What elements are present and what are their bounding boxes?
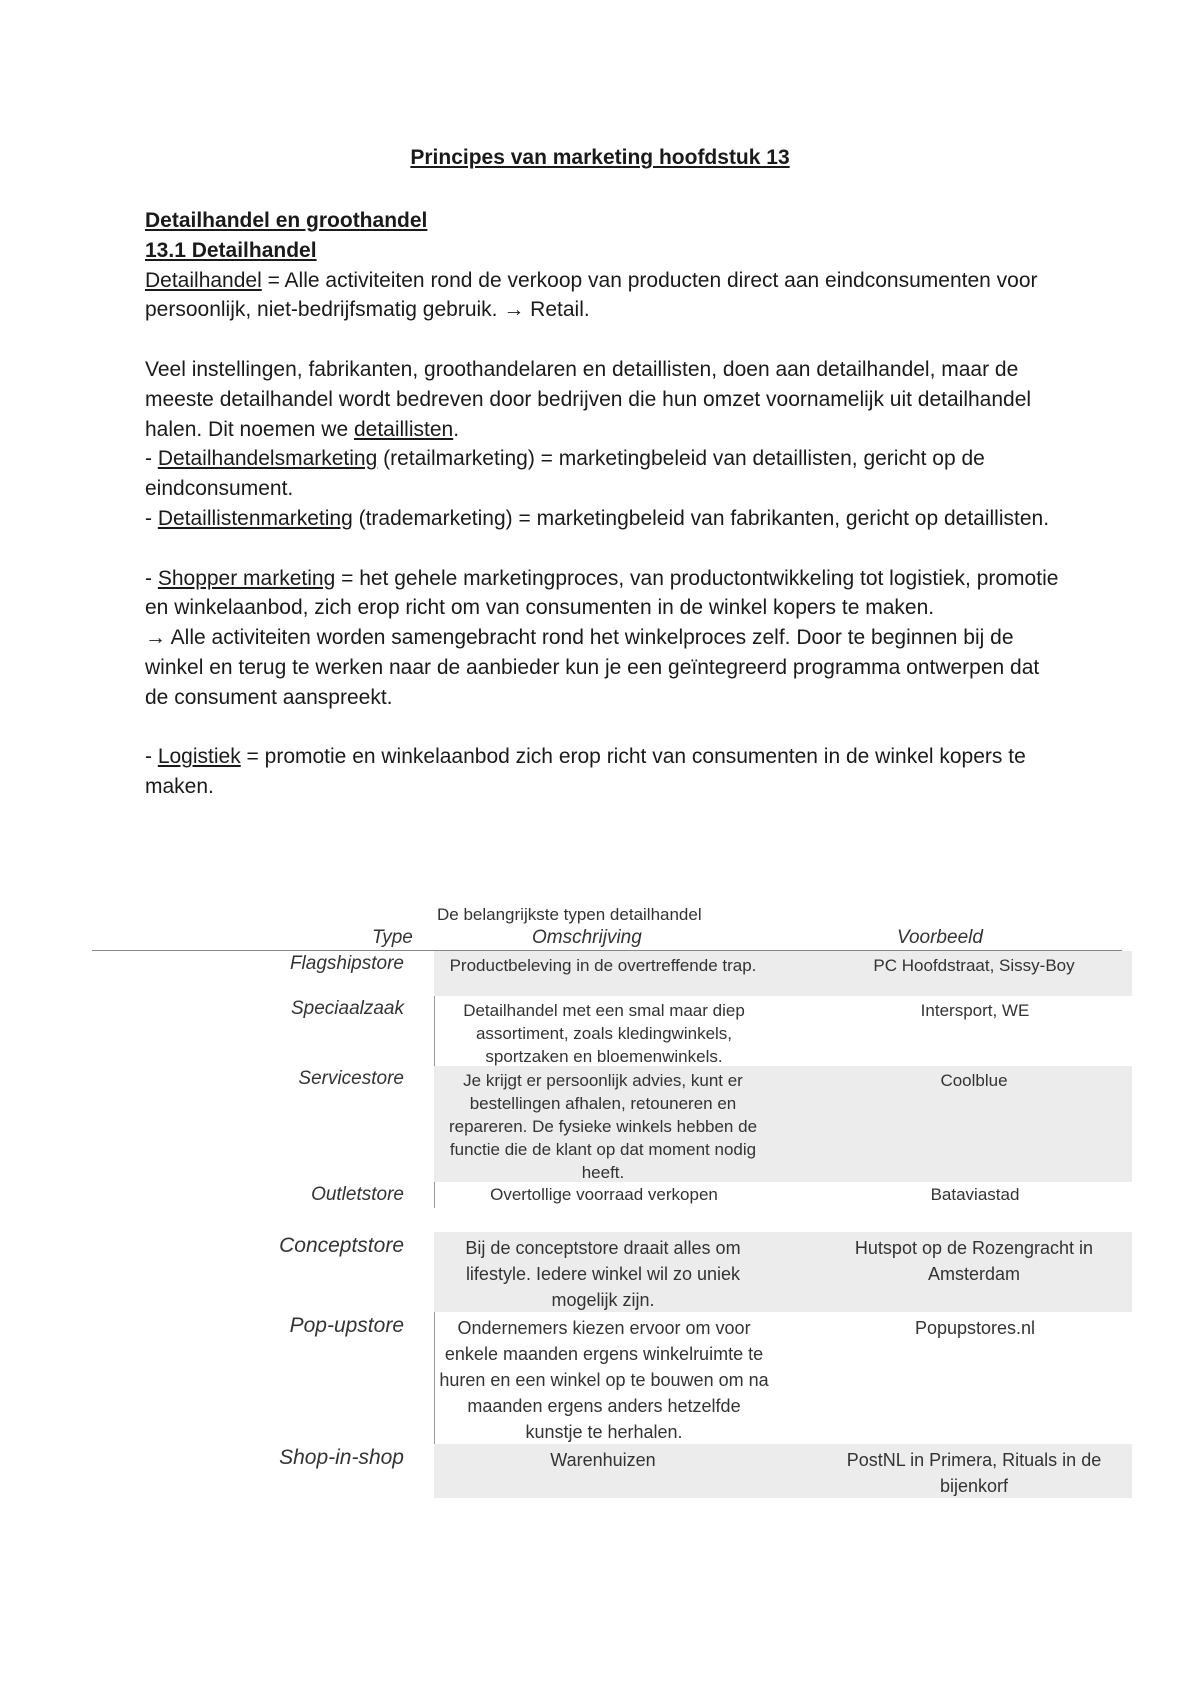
- row-example: Intersport, WE: [920, 1001, 1030, 1020]
- row-description: Ondernemers kiezen ervoor om voor enkele maanden ergens winkelruimte te huren en een winkel op te bouwen om na maanden ergens anders hetzelfde kunstje te herhalen.: [439, 1318, 769, 1442]
- term-detailhandel: Detailhandel: [145, 268, 262, 292]
- definition-detailhandelsmarketing: - Detailhandelsmarketing (retailmarketing) = marketingbeleid van detaillisten, gericht op de eindconsument.: [145, 447, 985, 501]
- section-heading: 13.1 Detailhandel: [145, 238, 317, 262]
- definition-detailhandel: Detailhandel = Alle activiteiten rond de verkoop van producten direct aan eindconsumenten voor persoonlijk, niet-bedrijfsmatig gebruik. → Retail.: [145, 268, 1038, 322]
- definition-shopper-marketing: - Shopper marketing = het gehele marketingproces, van productontwikkeling tot logistiek, promotie en winkelaanbod, zich erop richt om van consumenten in de winkel kopers te maken.: [145, 566, 1059, 620]
- definition-detaillistenmarketing: - Detaillistenmarketing (trademarketing) = marketingbeleid van fabrikanten, gericht op detaillisten.: [145, 506, 1050, 530]
- row-description: Je krijgt er persoonlijk advies, kunt er bestellingen afhalen, retouneren en repareren. De fysieke winkels hebben de functie die de klant op dat moment nodig heeft.: [448, 1071, 758, 1182]
- row-description: Bij de conceptstore draait alles om lifestyle. Iedere winkel wil zo uniek mogelijk zijn.: [465, 1238, 741, 1310]
- row-description: Overtollige voorraad verkopen: [490, 1185, 718, 1204]
- term-logistiek: Logistiek: [157, 745, 241, 769]
- row-type: Pop-upstore: [289, 1314, 404, 1337]
- table-row: [92, 951, 1132, 996]
- row-description: Detailhandel met een smal maar diep assortiment, zoals kledingwinkels, sportzaken en bloemenwinkels.: [463, 1001, 745, 1066]
- table-row: [92, 1444, 1132, 1498]
- row-type: Conceptstore: [279, 1234, 404, 1257]
- definition-logistiek: - Logistiek = promotie en winkelaanbod zich erop richt van consumenten in de winkel kopers te maken.: [145, 745, 1026, 799]
- column-header-example: Voorbeeld: [897, 927, 983, 948]
- term-detaillisten: detaillisten: [353, 417, 454, 441]
- row-type: Shop-in-shop: [279, 1446, 404, 1469]
- arrow-icon: →: [503, 298, 525, 322]
- column-header-type: Type: [372, 927, 413, 948]
- row-example: PostNL in Primera, Rituals in de bijenkorf: [846, 1450, 1102, 1496]
- chapter-heading: Detailhandel en groothandel: [145, 209, 428, 232]
- row-example: Popupstores.nl: [914, 1318, 1036, 1338]
- row-example: Hutspot op de Rozengracht in Amsterdam: [854, 1238, 1094, 1284]
- row-example: PC Hoofdstraat, Sissy-Boy: [873, 956, 1075, 975]
- row-type: Speciaalzaak: [290, 998, 404, 1019]
- row-example: Coolblue: [940, 1071, 1008, 1090]
- row-type: Outletstore: [311, 1184, 404, 1205]
- row-type: Servicestore: [298, 1068, 404, 1089]
- table-row: [92, 1232, 1132, 1312]
- body-text: [145, 206, 1065, 802]
- row-example: Bataviastad: [930, 1185, 1020, 1204]
- page-title: Principes van marketing hoofdstuk 13: [410, 146, 790, 169]
- term-detailhandelsmarketing: Detailhandelsmarketing: [157, 447, 378, 471]
- term-shopper-marketing: Shopper marketing: [157, 566, 336, 590]
- row-description: Warenhuizen: [550, 1450, 656, 1470]
- row-description: Productbeleving in de overtreffende trap.: [449, 956, 757, 975]
- row-type: Flagshipstore: [289, 953, 404, 974]
- paragraph-instellingen: Veel instellingen, fabrikanten, groothandelaren en detaillisten, doen aan detailhandel, maar de meeste detailhandel wordt bedreven door bedrijven die hun omzet voornamelijk uit detailhandel halen. Dit noemen we detaillisten.: [145, 357, 1032, 441]
- table-row: [92, 1182, 1132, 1208]
- table-row: [92, 996, 1132, 1066]
- table-row: [92, 1066, 1132, 1182]
- table-caption: De belangrijkste typen detailhandel: [437, 905, 702, 924]
- column-header-description: Omschrijving: [532, 927, 642, 948]
- term-detaillistenmarketing: Detaillistenmarketing: [157, 506, 353, 530]
- table-row: [92, 1312, 1132, 1444]
- note-shopper-marketing: → Alle activiteiten worden samengebracht rond het winkelproces zelf. Door te beginnen bij de winkel en terug te werken naar de aanbieder kun je een geïntegreerd programma ontwerpen dat de consument aanspreekt.: [145, 626, 1040, 709]
- arrow-icon: →: [145, 626, 166, 650]
